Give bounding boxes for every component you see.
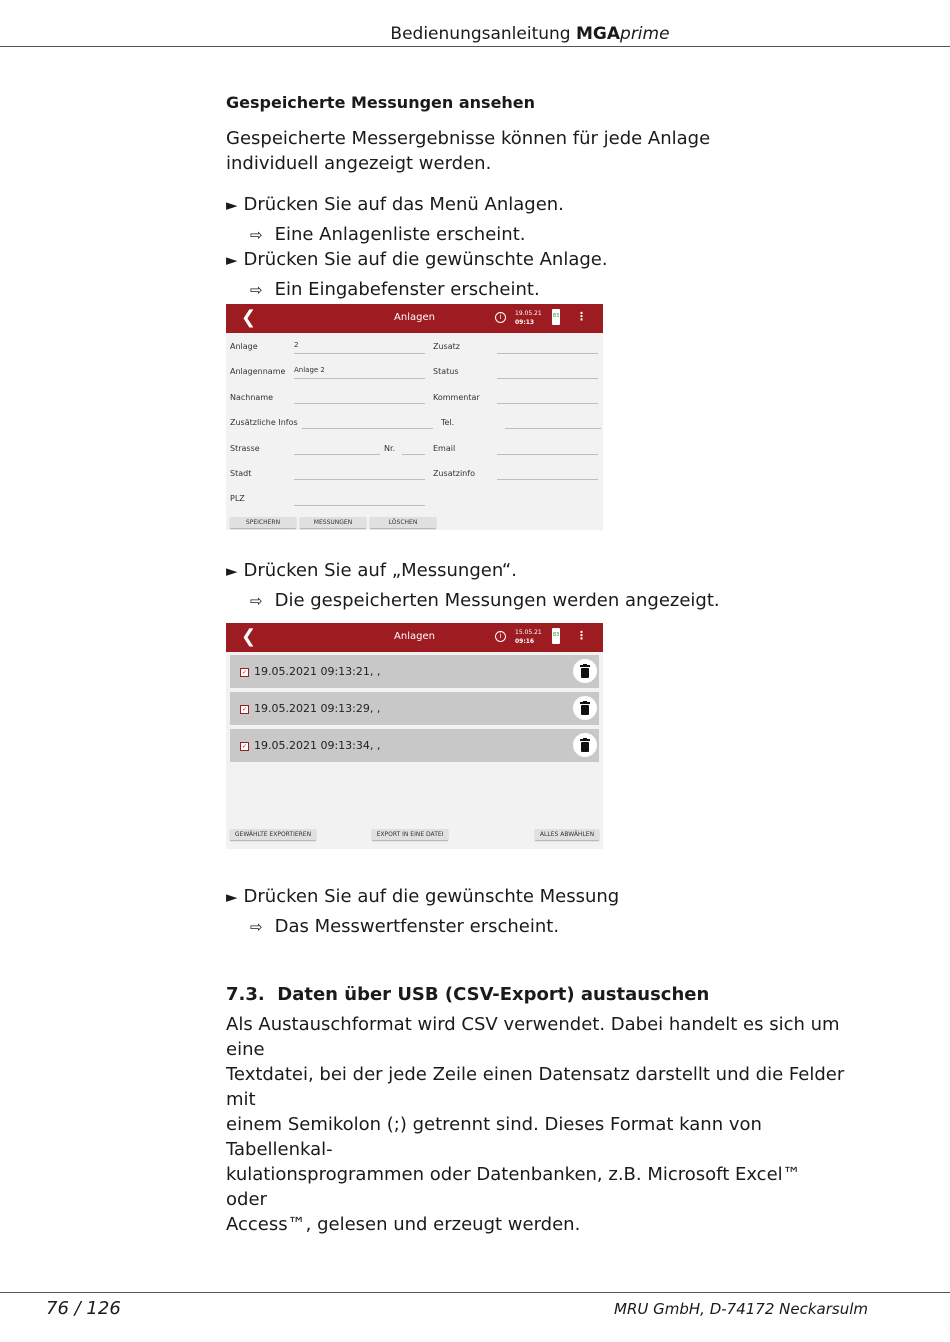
step-4	[226, 886, 619, 907]
measurement-label: 19.05.2021 09:13:21, ,	[254, 665, 381, 678]
field-label-nr: Nr.	[384, 444, 396, 453]
app-bar-title: Anlagen	[394, 312, 435, 323]
battery-level: 83	[552, 313, 560, 319]
status-time: 09:13	[515, 319, 535, 326]
step-2	[226, 249, 608, 270]
step-3-text: Drücken Sie auf „Messungen“.	[243, 560, 517, 581]
export-single-file-button[interactable]: EXPORT IN EINE DATEI	[372, 829, 448, 840]
result-2	[250, 279, 540, 300]
field-underline-nr[interactable]	[402, 454, 425, 455]
field-underline-zusatz[interactable]	[497, 353, 598, 354]
step-triangle-icon: ►	[226, 888, 238, 906]
field-value-anlage[interactable]: 2	[294, 341, 299, 349]
save-button[interactable]: SPEICHERN	[230, 517, 296, 528]
step-1	[226, 194, 564, 215]
field-label-anlagenname: Anlagenname	[230, 367, 286, 376]
trash-icon[interactable]	[573, 696, 597, 720]
field-label-email: Email	[433, 444, 456, 453]
field-underline-nachname[interactable]	[294, 403, 425, 404]
field-label-zusatzinfo: Zusatzinfo	[433, 469, 475, 478]
step-triangle-icon: ►	[226, 251, 238, 269]
more-vertical-icon[interactable]: ⋮	[576, 629, 587, 642]
step-triangle-icon: ►	[226, 562, 238, 580]
header-brand-bold: MGA	[576, 24, 621, 44]
anlage-form-screenshot	[226, 304, 603, 530]
field-underline-zusaetzliche-infos[interactable]	[302, 428, 433, 429]
footer-rule	[0, 1292, 950, 1293]
checkbox-checked[interactable]: ✓	[241, 743, 248, 750]
chevron-left-icon[interactable]: ❮	[241, 626, 257, 647]
status-date: 19.05.21	[515, 310, 542, 317]
result-4	[250, 916, 559, 937]
field-underline-kommentar[interactable]	[497, 403, 598, 404]
section-number: 7.3.	[226, 984, 265, 1005]
page-number: 76 / 126	[46, 1298, 121, 1319]
battery-icon	[552, 628, 560, 644]
field-label-stadt: Stadt	[230, 469, 252, 478]
field-underline-stadt[interactable]	[294, 479, 425, 480]
field-label-anlage: Anlage	[230, 342, 258, 351]
battery-level: 83	[552, 632, 560, 638]
status-date: 15.05.21	[515, 629, 542, 636]
result-arrow-icon: ⇨	[250, 281, 263, 299]
app-bar	[226, 304, 603, 333]
body-line: Textdatei, bei der jede Zeile einen Datensatz darstellt und die Felder mit	[226, 1064, 845, 1110]
field-label-status: Status	[433, 367, 459, 376]
field-underline-zusatzinfo[interactable]	[497, 479, 598, 480]
result-3-text: Die gespeicherten Messungen werden angezeigt.	[274, 590, 720, 611]
field-value-anlagenname[interactable]: Anlage 2	[294, 366, 325, 374]
measurement-label: 19.05.2021 09:13:34, ,	[254, 739, 381, 752]
battery-icon	[552, 309, 560, 325]
field-underline	[294, 378, 425, 379]
body-line: Als Austauschformat wird CSV verwendet. Dabei handelt es sich um eine	[226, 1014, 840, 1060]
trash-icon[interactable]	[573, 733, 597, 757]
result-4-text: Das Messwertfenster erscheint.	[274, 916, 560, 937]
measurement-row[interactable]	[230, 692, 599, 725]
field-label-zusatz: Zusatz	[433, 342, 460, 351]
status-time: 09:16	[515, 638, 535, 645]
result-arrow-icon: ⇨	[250, 918, 263, 936]
field-label-zusaetzliche-infos: Zusätzliche Infos	[230, 418, 298, 427]
step-4-text: Drücken Sie auf die gewünschte Messung	[243, 886, 620, 907]
chevron-left-icon[interactable]: ❮	[241, 307, 257, 328]
field-label-nachname: Nachname	[230, 393, 274, 402]
result-1-text: Eine Anlagenliste erscheint.	[274, 224, 526, 245]
field-underline-plz[interactable]	[294, 505, 425, 506]
header-prefix: Bedienungsanleitung	[390, 24, 576, 44]
header-rule	[0, 46, 950, 47]
checkbox-checked[interactable]: ✓	[241, 669, 248, 676]
body-line: Access™, gelesen und erzeugt werden.	[226, 1214, 581, 1235]
result-2-text: Ein Eingabefenster erscheint.	[274, 279, 540, 300]
result-arrow-icon: ⇨	[250, 226, 263, 244]
checkbox-checked[interactable]: ✓	[241, 706, 248, 713]
info-icon[interactable]: i	[495, 312, 506, 323]
field-label-tel: Tel.	[441, 418, 455, 427]
step-2-text: Drücken Sie auf die gewünschte Anlage.	[243, 249, 608, 270]
section-title: Daten über USB (CSV-Export) austauschen	[277, 984, 710, 1005]
measurements-list-screenshot	[226, 623, 603, 849]
result-arrow-icon: ⇨	[250, 592, 263, 610]
step-3	[226, 560, 517, 581]
measurement-row[interactable]	[230, 729, 599, 762]
field-underline-strasse[interactable]	[294, 454, 380, 455]
measurement-label: 19.05.2021 09:13:29, ,	[254, 702, 381, 715]
result-1	[250, 224, 525, 245]
app-bar-title: Anlagen	[394, 631, 435, 642]
app-bar	[226, 623, 603, 652]
field-label-strasse: Strasse	[230, 444, 260, 453]
more-vertical-icon[interactable]: ⋮	[576, 310, 587, 323]
field-underline-status[interactable]	[497, 378, 598, 379]
step-triangle-icon: ►	[226, 196, 238, 214]
deselect-all-button[interactable]: ALLES ABWÄHLEN	[535, 829, 599, 840]
field-underline-tel[interactable]	[505, 428, 601, 429]
measurement-row[interactable]	[230, 655, 599, 688]
measurements-button[interactable]: MESSUNGEN	[300, 517, 366, 528]
body-line: kulationsprogrammen oder Datenbanken, z.B. Microsoft Excel™ oder	[226, 1164, 801, 1210]
result-3	[250, 590, 720, 611]
body-line: einem Semikolon (;) getrennt sind. Dieses Format kann von Tabellenkal-	[226, 1114, 762, 1160]
company-footer: MRU GmbH, D-74172 Neckarsulm	[614, 1300, 868, 1318]
subsection-intro: Gespeicherte Messergebnisse können für jede Anlage individuell angezeigt werden.	[226, 128, 711, 174]
field-label-plz: PLZ	[230, 494, 245, 503]
delete-button[interactable]: LÖSCHEN	[370, 517, 436, 528]
section-body	[226, 1012, 846, 1237]
subsection-heading: Gespeicherte Messungen ansehen	[226, 93, 536, 112]
trash-icon[interactable]	[573, 659, 597, 683]
field-underline	[294, 353, 425, 354]
step-1-text: Drücken Sie auf das Menü Anlagen.	[243, 194, 564, 215]
field-label-kommentar: Kommentar	[433, 393, 480, 402]
info-icon[interactable]: i	[495, 631, 506, 642]
export-selected-button[interactable]: GEWÄHLTE EXPORTIEREN	[230, 829, 316, 840]
header-brand-italic: prime	[620, 24, 670, 44]
field-underline-email[interactable]	[497, 454, 598, 455]
page-header	[0, 24, 950, 44]
section-heading	[226, 984, 846, 1005]
